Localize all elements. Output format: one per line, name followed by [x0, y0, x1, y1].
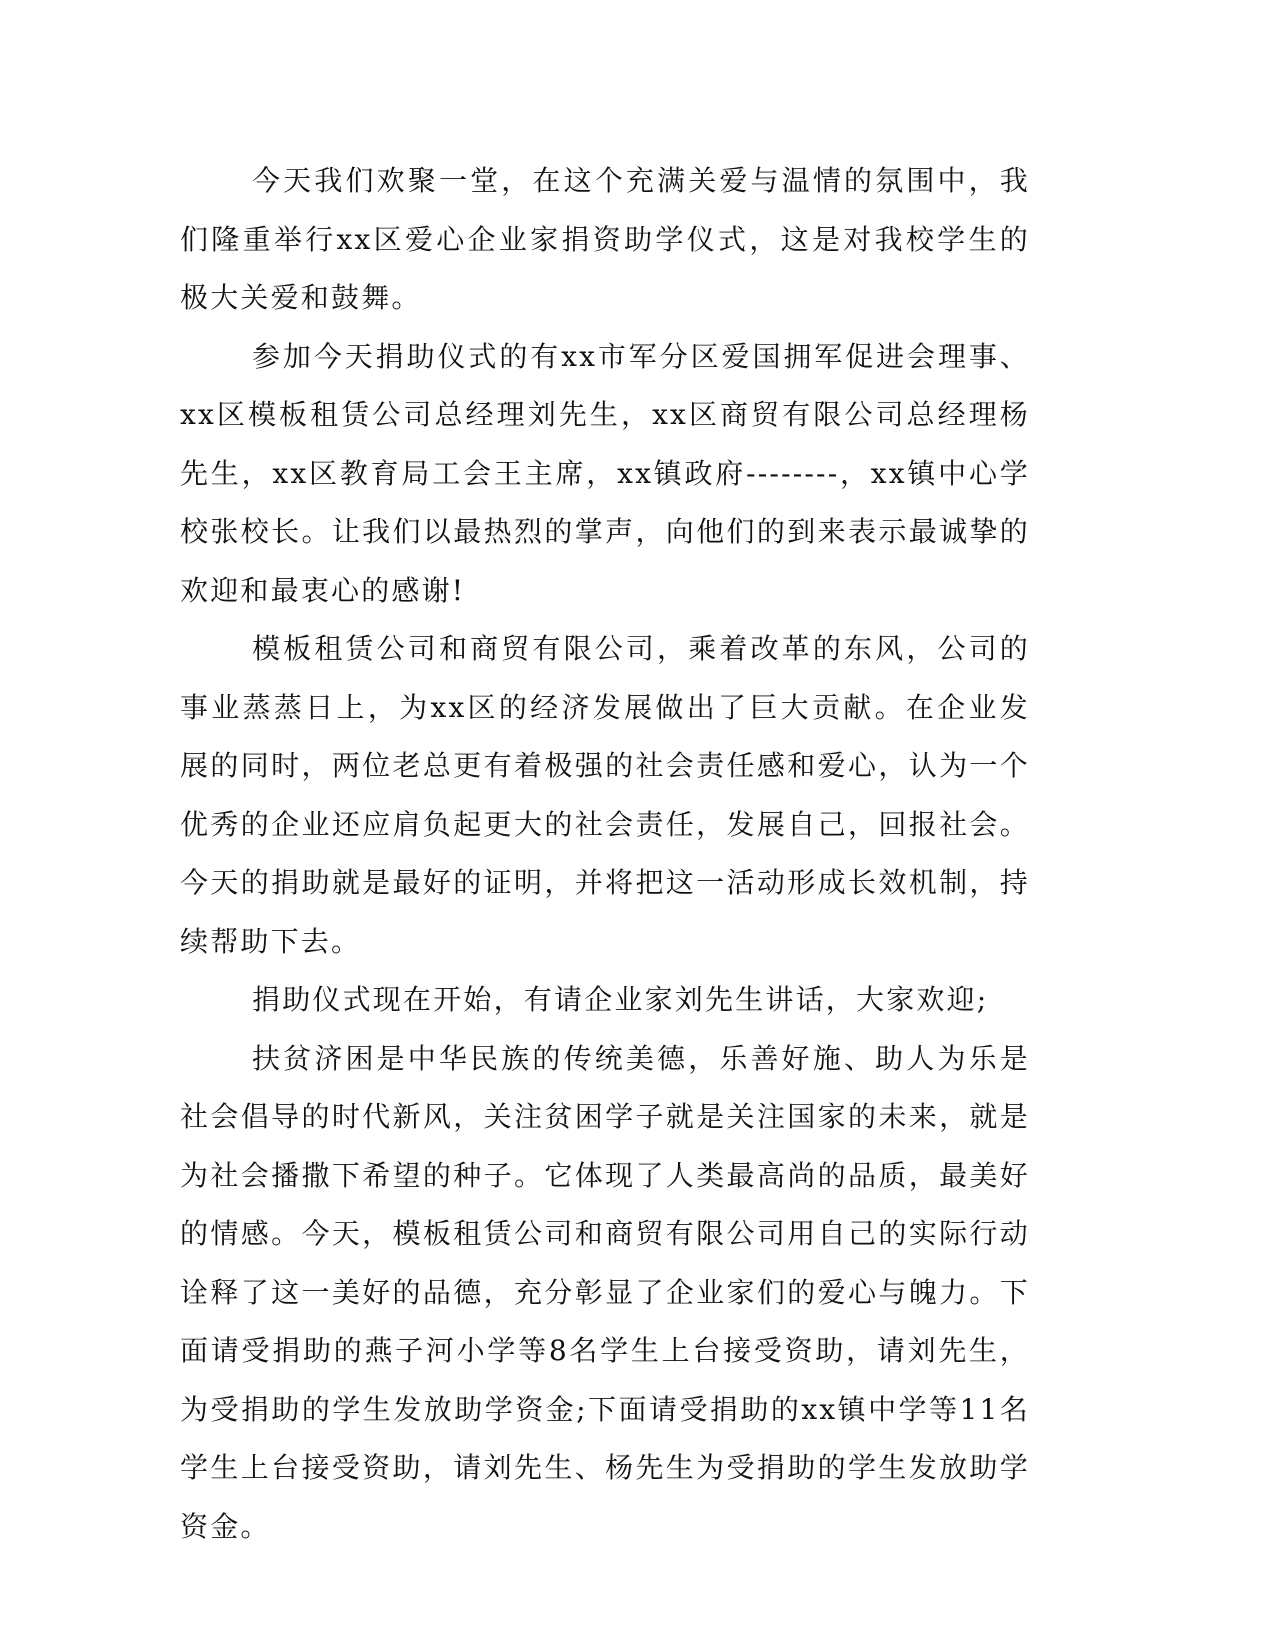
paragraph-donation: 扶贫济困是中华民族的传统美德，乐善好施、助人为乐是社会倡导的时代新风，关注贫困学子就是关注国家的未来，就是为社会播撒下希望的种子。它体现了人类最高尚的品质，最美好的情感。今天，模板租赁公司和商贸有限公司用自己的实际行动诠释了这一美好的品德，充分彰显了企业家们的爱心与魄力。下面请受捐助的燕子河小学等8名学生上台接受资助，请刘先生，为受捐助的学生发放助学资金;下面请受捐助的xx镇中学等11名学生上台接受资助，请刘先生、杨先生为受捐助的学生发放助学资金。	[180, 1041, 1030, 1543]
document-body	[180, 152, 1030, 1556]
paragraph-opening: 今天我们欢聚一堂，在这个充满关爱与温情的氛围中，我们隆重举行xx区爱心企业家捐资助学仪式，这是对我校学生的极大关爱和鼓舞。	[180, 164, 1030, 314]
paragraph-guests: 参加今天捐助仪式的有xx市军分区爱国拥军促进会理事、xx区模板租赁公司总经理刘先生，xx区商贸有限公司总经理杨先生，xx区教育局工会王主席，xx镇政府--------，xx镇中心学校张校长。让我们以最热烈的掌声，向他们的到来表示最诚挚的欢迎和最衷心的感谢!	[180, 339, 1030, 607]
paragraph-companies: 模板租赁公司和商贸有限公司，乘着改革的东风，公司的事业蒸蒸日上，为xx区的经济发展做出了巨大贡献。在企业发展的同时，两位老总更有着极强的社会责任感和爱心，认为一个优秀的企业还应肩负起更大的社会责任，发展自己，回报社会。今天的捐助就是最好的证明，并将把这一活动形成长效机制，持续帮助下去。	[180, 632, 1030, 958]
paragraph-ceremony-start: 捐助仪式现在开始，有请企业家刘先生讲话，大家欢迎;	[252, 983, 989, 1016]
